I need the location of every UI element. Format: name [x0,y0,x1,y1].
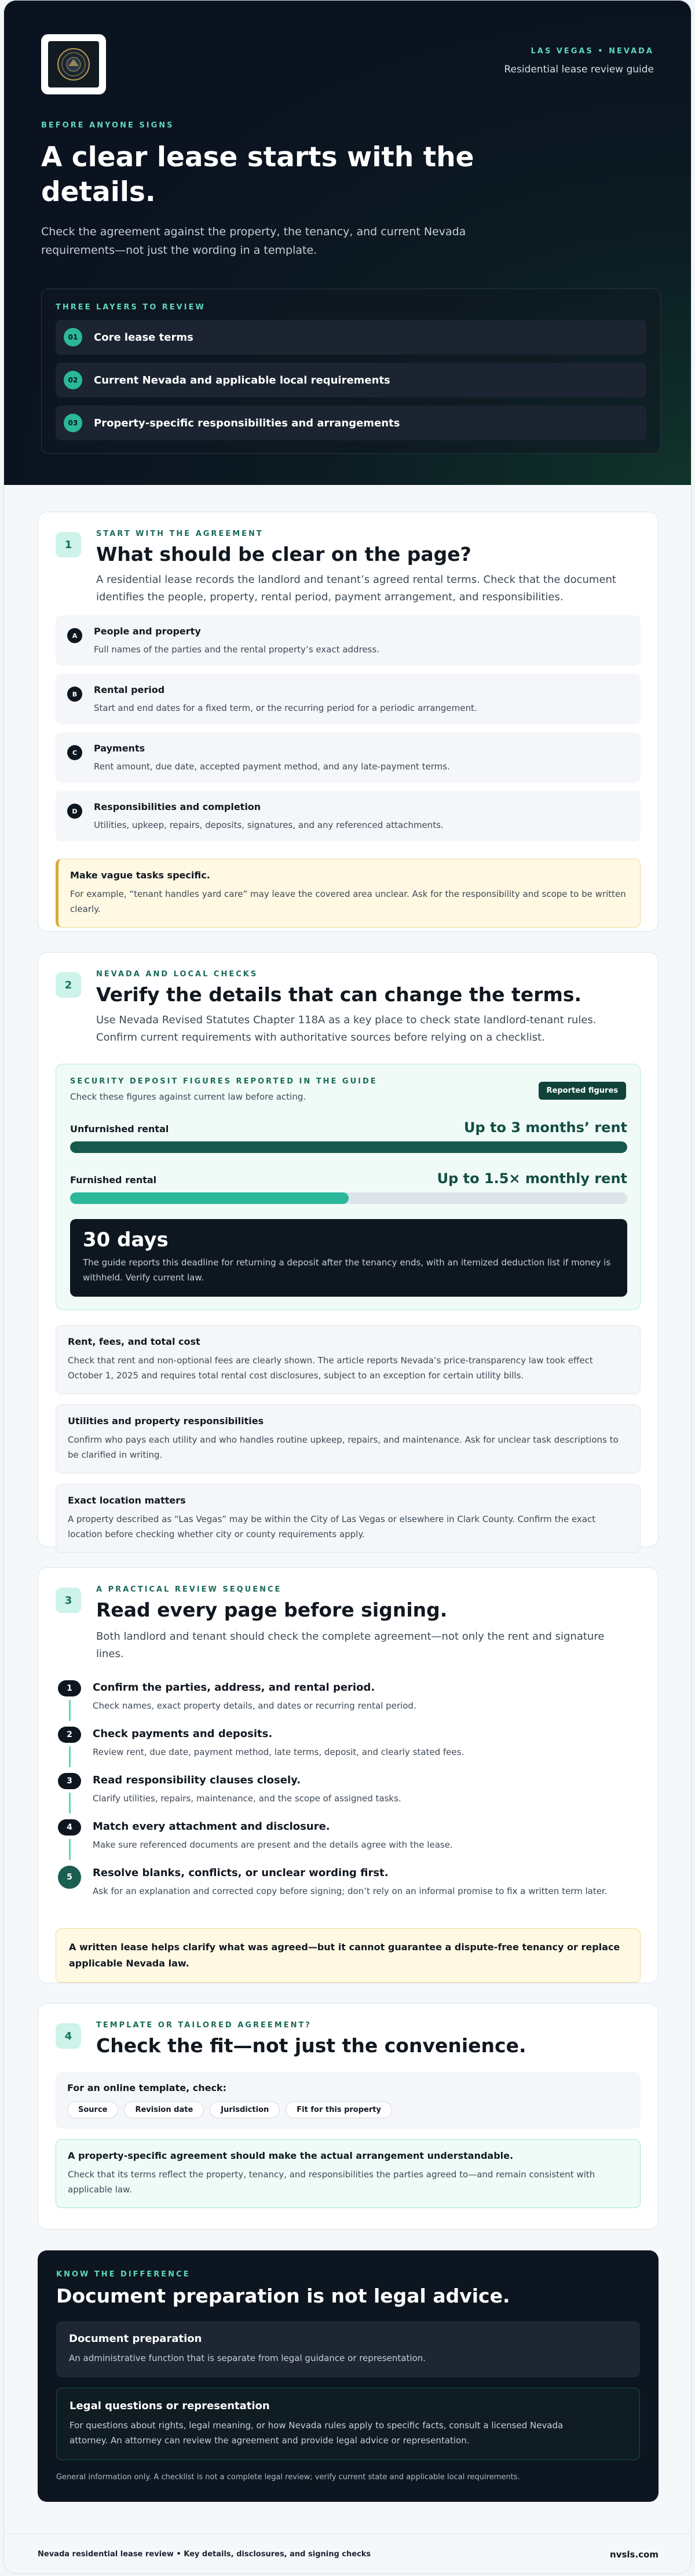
item-title: Payments [94,743,145,754]
footer-caption: Nevada residential lease review • Key details, disclosures, and signing checks [38,2550,371,2559]
note-text: For example, “tenant handles yard care” may leave the covered area unclear. Ask for the responsibility and scope to be written clearly. [70,889,626,914]
document-prep-box [56,2321,640,2377]
info-title: Rent, fees, and total cost [68,1336,200,1347]
review-step [56,1819,641,1866]
item-title: Rental period [94,684,165,695]
seal-icon [48,41,99,87]
layer-number: 02 [64,371,82,389]
deposit-value: Up to 3 months’ rent [464,1119,627,1136]
template-title: For an online template, check: [67,2082,226,2093]
review-step [56,1773,641,1819]
chip-revision-date: Revision date [124,2101,204,2118]
hero-kicker: BEFORE ANYONE SIGNS [41,121,174,130]
section-intro: Use Nevada Revised Statutes Chapter 118A as a key place to check state landlord-tenant rules. Confirm current requirements with authoritative sources before relying on a checklist. [96,1014,597,1043]
location-kicker: LAS VEGAS • NEVADA [531,47,654,56]
section-template-check [38,2003,659,2230]
deposit-label: Unfurnished rental [70,1123,169,1134]
section-number: 1 [56,532,81,557]
step-number: 3 [58,1773,81,1789]
checklist-item [56,732,641,783]
item-text: Rent amount, due date, accepted payment method, and any late-payment terms. [94,761,450,772]
step-title: Read responsibility clauses closely. [93,1774,301,1786]
item-letter: B [67,687,82,702]
item-text: Utilities, upkeep, repairs, deposits, signatures, and any referenced attachments. [94,820,444,830]
box-text: An administrative function that is separate from legal guidance or representation. [69,2353,426,2363]
checklist-item [56,674,641,724]
section-number: 2 [56,972,81,998]
review-steps [56,1680,641,1912]
section-difference [38,2250,659,2502]
layer-item [56,363,646,397]
step-title: Check payments and deposits. [93,1728,273,1740]
deadline-value: 30 days [83,1228,169,1251]
info-title: Utilities and property responsibilities [68,1415,264,1426]
section-kicker: START WITH THE AGREEMENT [96,530,264,538]
guide-subtitle: Residential lease review guide [504,64,654,75]
checklist-item [56,615,641,666]
legal-questions-box [56,2388,640,2460]
layer-item [56,406,646,440]
section-title: Verify the details that can change the terms. [96,983,582,1006]
layer-label: Property-specific responsibilities and arrangements [94,417,400,429]
layer-item [56,320,646,355]
section-intro: A residential lease records the landlord and tenant’s agreed rental terms. Check that the document identifies the people, property, rental period, payment arrangement, and responsibilities. [96,574,616,603]
box-text: For questions about rights, legal meaning, or how Nevada rules apply to specific facts, consult a licensed Nevada attorney. An attorney can review the agreement and provide legal advice or representation. [70,2420,564,2446]
section-kicker: NEVADA AND LOCAL CHECKS [96,970,258,979]
step-text: Check names, exact property details, and dates or recurring rental period. [93,1701,416,1711]
warning-note: A written lease helps clarify what was agreed—but it cannot guarantee a dispute-free tenancy or replace applicable Nevada law. [56,1928,641,1983]
deposit-bar [70,1192,627,1204]
tailored-note [56,2139,641,2208]
section-review-sequence [38,1567,659,1983]
step-text: Review rent, due date, payment method, late terms, deposit, and clearly stated fees. [93,1747,464,1757]
step-number: 1 [58,1680,81,1696]
section-title: Check the fit—not just the convenience. [96,2034,526,2057]
hero [4,1,691,485]
section-title: Read every page before signing. [96,1599,448,1621]
info-text: A property described as “Las Vegas” may be within the City of Las Vegas or elsewhere in Clark County. Confirm the exact location before checking whether city or county requirements apply. [68,1514,596,1539]
layer-label: Current Nevada and applicable local requirements [94,374,390,386]
difference-kicker: KNOW THE DIFFERENCE [56,2270,191,2279]
tailored-note-title: A property-specific agreement should make the actual arrangement understandable. [68,2150,514,2161]
section-nevada-checks [38,952,659,1547]
deposit-subtitle: Check these figures against current law before acting. [70,1092,306,1102]
deadline-text: The guide reports this deadline for returning a deposit after the tenancy ends, with an itemized deduction list if money is withheld. Verify current law. [83,1257,611,1283]
layer-number: 03 [64,414,82,432]
section-number: 4 [56,2023,81,2049]
layers-kicker: THREE LAYERS TO REVIEW [56,303,206,312]
item-title: Responsibilities and completion [94,801,261,812]
step-text: Make sure referenced documents are present and the details agree with the lease. [93,1840,453,1850]
section-kicker: TEMPLATE OR TAILORED AGREEMENT? [96,2021,312,2030]
deposit-panel [56,1064,641,1310]
layers-panel [41,289,661,454]
section-kicker: A PRACTICAL REVIEW SEQUENCE [96,1585,282,1594]
layer-label: Core lease terms [94,331,193,344]
section-agreement [38,512,659,932]
step-number: 2 [58,1727,81,1743]
deadline-box [70,1219,627,1297]
chip-fit: Fit for this property [286,2101,392,2118]
step-title: Resolve blanks, conflicts, or unclear wording first. [93,1867,389,1879]
disclaimer: General information only. A checklist is not a complete legal review; verify current state and applicable local requirements. [56,2473,520,2482]
deposit-bar-fill [70,1192,349,1204]
item-text: Full names of the parties and the rental property’s exact address. [94,644,380,655]
note-title: Make vague tasks specific. [70,870,210,881]
review-step [56,1680,641,1727]
item-letter: C [67,745,82,760]
item-text: Start and end dates for a fixed term, or the recurring period for a periodic arrangement. [94,703,477,713]
item-letter: D [67,804,82,819]
info-box [56,1484,641,1553]
section-title: What should be clear on the page? [96,543,471,565]
section-intro: Both landlord and tenant should check the complete agreement—not only the rent and signature lines. [96,1630,605,1660]
hero-text: Check the agreement against the property, the tenancy, and current Nevada requirements—not just the wording in a template. [41,225,466,257]
step-text: Ask for an explanation and corrected copy before signing; don’t rely on an informal promise to fix a written term later. [93,1886,608,1896]
chip-source: Source [67,2101,118,2118]
document-frame [3,0,692,2574]
tailored-note-text: Check that its terms reflect the property, tenancy, and responsibilities the parties agreed to—and remain consistent with applicable law. [68,2169,595,2195]
step-connector [69,1700,71,1721]
layer-number: 01 [64,328,82,346]
review-step [56,1727,641,1773]
callout-note [56,859,641,928]
info-box [56,1325,641,1394]
template-checklist [56,2072,641,2129]
step-number: 4 [58,1819,81,1836]
footer-site-link[interactable]: nvsls.com [610,2549,659,2560]
step-title: Match every attachment and disclosure. [93,1820,330,1833]
logo [41,34,106,94]
box-title: Legal questions or representation [70,2400,270,2412]
info-box [56,1404,641,1473]
step-number: 5 [58,1866,81,1889]
item-letter: A [67,628,82,643]
footer [4,2534,692,2574]
step-title: Confirm the parties, address, and rental period. [93,1681,375,1694]
info-title: Exact location matters [68,1495,186,1506]
info-text: Confirm who pays each utility and who handles routine upkeep, repairs, and maintenance. Ask for unclear task descriptions to be clarified in writing. [68,1435,619,1460]
difference-title: Document preparation is not legal advice. [56,2285,510,2307]
checklist-item [56,791,641,841]
page-title: A clear lease starts with the details. [41,141,474,208]
step-text: Clarify utilities, repairs, maintenance, and the scope of assigned tasks. [93,1793,401,1804]
item-title: People and property [94,626,201,637]
deposit-bar [70,1141,627,1153]
section-number: 3 [56,1588,81,1613]
step-connector [69,1793,71,1814]
step-connector [69,1839,71,1860]
step-connector [69,1746,71,1767]
box-title: Document preparation [69,2333,202,2345]
deposit-value: Up to 1.5× monthly rent [437,1170,627,1187]
deposit-label: Furnished rental [70,1174,157,1185]
reported-figures-badge: Reported figures [539,1082,627,1100]
deposit-bar-fill [70,1141,627,1153]
review-step [56,1866,641,1912]
chip-jurisdiction: Jurisdiction [210,2101,280,2118]
info-text: Check that rent and non-optional fees are clearly shown. The article reports Nevada’s price-transparency law took effect October 1, 2025 and requires total rental cost disclosures, subject to an exception for certain utility bills. [68,1355,593,1381]
deposit-kicker: SECURITY DEPOSIT FIGURES REPORTED IN THE GUIDE [70,1077,378,1086]
